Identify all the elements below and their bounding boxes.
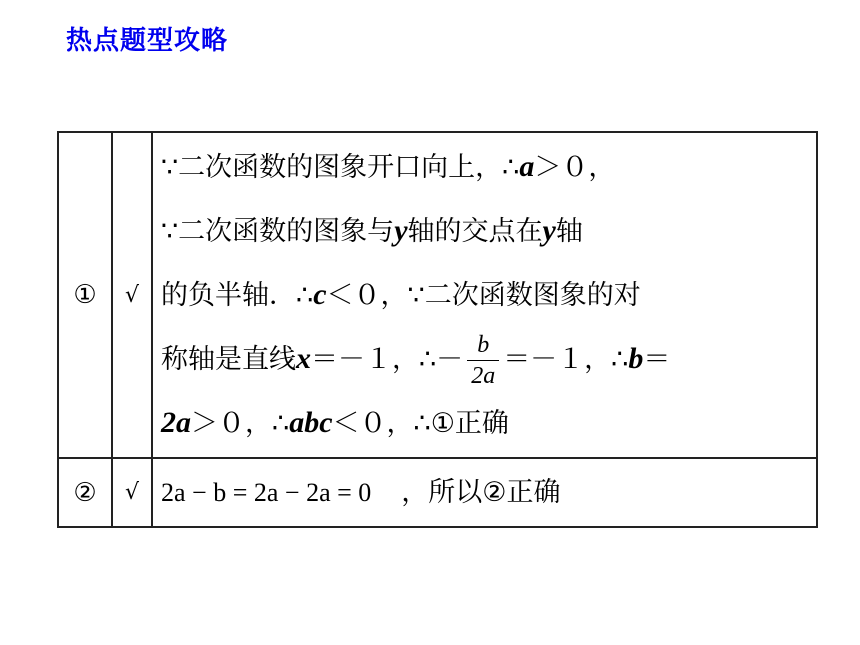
- conclusion-text: ，所以②正确: [401, 477, 561, 508]
- fraction-denominator: 2a: [471, 363, 496, 389]
- var-c: c: [313, 278, 327, 311]
- explanation-line: 2a＞０，∴abc＜０，∴①正确: [161, 406, 509, 439]
- explanation-line: ∵二次函数的图象开口向上，∴a＞０，: [161, 150, 616, 183]
- explanation-cell: [152, 132, 817, 458]
- check-mark: √: [112, 458, 152, 527]
- explanation-line: 称轴是直线x＝－１，∴－ $\frac{b}{2a}$ ＝－１，∴b＝: [161, 332, 671, 389]
- formula: 2a − b = 2a − 2a = 0: [161, 478, 372, 507]
- table-row: [58, 132, 817, 458]
- item-number: ①: [58, 132, 112, 458]
- table-row: [58, 458, 817, 527]
- item-number: ②: [58, 458, 112, 527]
- section-heading: 热点题型攻略: [66, 26, 229, 56]
- check-mark: √: [112, 132, 152, 458]
- var-b: b: [628, 342, 644, 375]
- var-2a: 2a: [161, 406, 191, 439]
- fraction-numerator: b: [467, 330, 499, 361]
- solution-table: [57, 131, 818, 528]
- explanation-line: 的负半轴．∴c＜０，∵二次函数图象的对: [161, 278, 641, 311]
- var-x: x: [296, 342, 311, 375]
- var-y: y: [542, 214, 556, 247]
- explanation-line: ∵二次函数的图象与y轴的交点在y轴: [161, 214, 583, 247]
- fraction: [467, 330, 499, 391]
- var-a: a: [519, 150, 535, 183]
- var-abc: abc: [289, 406, 333, 439]
- var-y: y: [394, 214, 408, 247]
- explanation-cell: [152, 458, 817, 527]
